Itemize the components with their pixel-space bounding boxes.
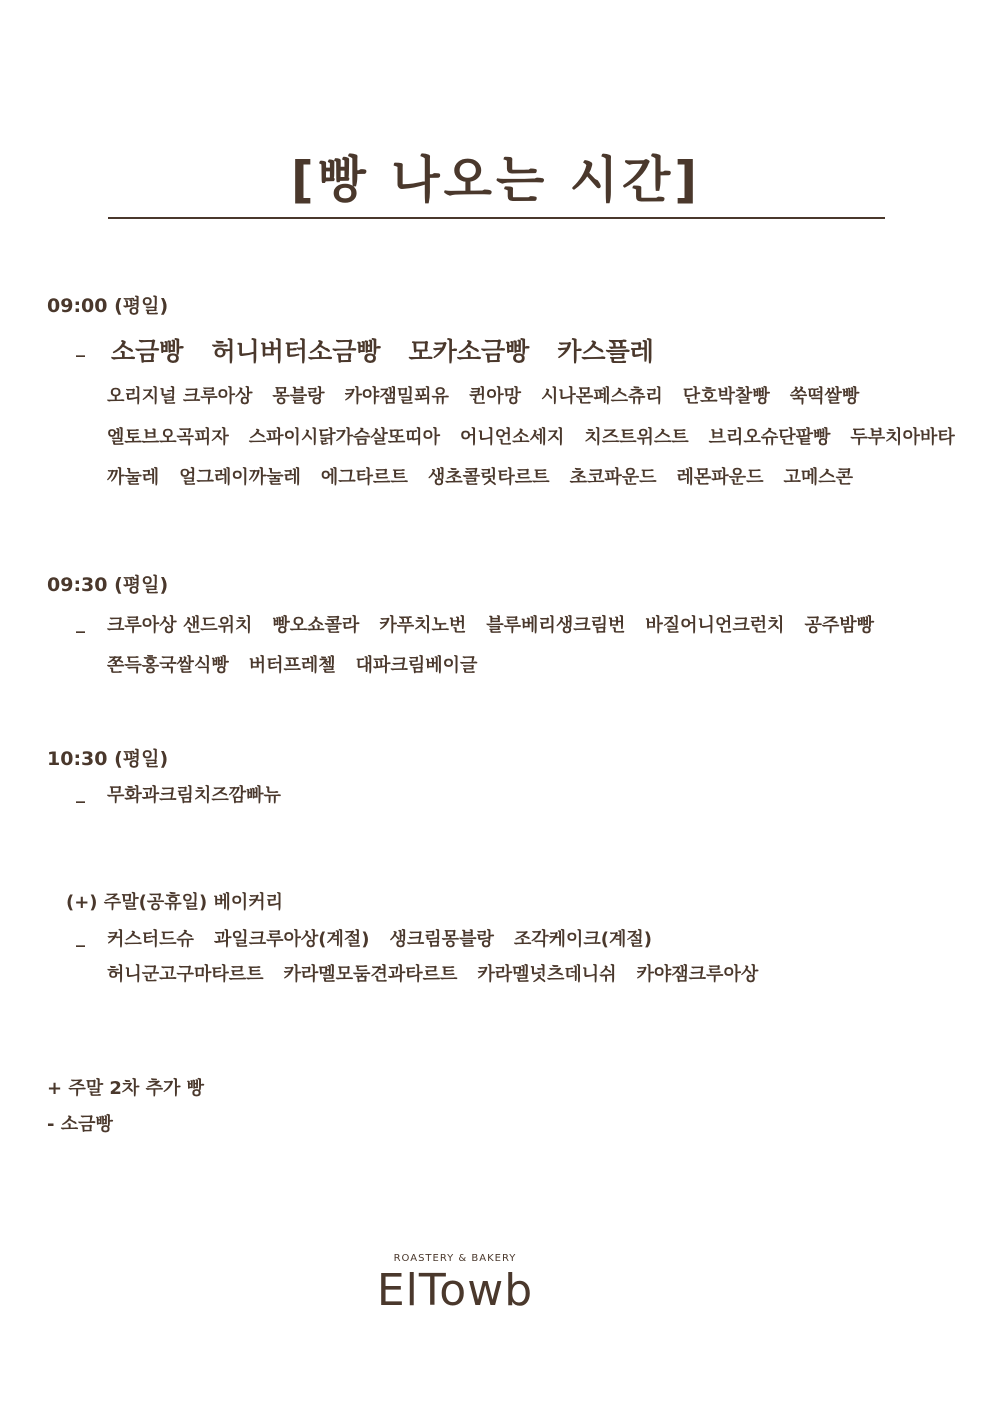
section-time-1030: 10:30 (평일) [47,748,169,770]
bread-item: 블루베리생크림번 [486,615,626,636]
bread-item: 단호박찰빵 [682,386,770,407]
bread-item: 얼그레이까눌레 [179,467,301,488]
bread-row [107,423,975,449]
bread-item: 오리지널 크루아상 [107,386,253,407]
bread-row [107,781,301,807]
section-dash: _ [76,927,85,948]
bread-item: 허니군고구마타르트 [107,964,264,985]
bread-item: 카야잼밀푀유 [344,386,449,407]
bread-row [107,651,497,677]
bread-item: 생크림몽블랑 [389,929,494,950]
bread-item: 브리오슈단팥빵 [708,427,831,448]
bread-item: 소금빵 [111,337,184,366]
section-weekend: (+) 주말(공휴일) 베이커리 [66,892,284,913]
bread-item: 쫀득홍국쌀식빵 [107,655,229,676]
bread-item: 과일크루아상(계절) [213,929,370,950]
bread-row [107,382,879,408]
bread-item: 어니언소세지 [460,427,565,448]
bread-item: 카푸치노번 [379,615,467,636]
bread-item: 퀸아망 [468,386,522,407]
bread-item: 조각케이크(계절) [513,929,653,950]
extra-item: - 소금빵 [47,1114,113,1135]
bread-item: 크루아상 샌드위치 [107,615,253,636]
bread-item: 빵오쇼콜라 [272,615,360,636]
bread-item: 허니버터소금빵 [211,337,381,366]
bread-item: 엘토브오곡피자 [107,427,229,448]
bread-item: 카라멜모둠견과타르트 [283,964,458,985]
bread-item: 카라멜넛츠데니쉬 [477,964,617,985]
bread-item: 카스플레 [557,337,654,366]
bread-item: 에그타르트 [320,467,408,488]
section-time-0930: 09:30 (평일) [47,574,169,596]
bread-item: 스파이시닭가슴살또띠아 [248,427,440,448]
bread-row [107,611,894,637]
bread-item: 모카소금빵 [408,337,530,366]
extra-heading: + 주말 2차 추가 빵 [47,1078,205,1099]
bread-item: 치즈트위스트 [584,427,689,448]
bread-item: 두부치아바타 [850,427,955,448]
bread-item: 공주밤빵 [804,615,875,636]
bread-item: 무화과크림치즈깜빠뉴 [107,785,281,806]
brand-logo [360,1253,550,1316]
logo-subtitle: ROASTERY & BAKERY [393,1253,517,1264]
section-time-0900: 09:00 (평일) [47,295,169,317]
bread-row [107,463,873,489]
bread-item: 고메스콘 [783,467,854,488]
bread-item: 까눌레 [107,467,160,488]
bread-item: 커스터드슈 [107,929,194,950]
bread-row [107,925,672,951]
page-title: [빵 나오는 시간] [290,151,702,209]
bread-item: 생초콜릿타르트 [427,467,550,488]
bread-item: 버터프레첼 [248,655,336,676]
bread-item: 대파크림베이글 [355,655,478,676]
bread-item: 카야잼크루아상 [636,964,759,985]
title-divider [108,217,885,219]
bread-item: 초코파운드 [569,467,657,488]
bread-item: 몽블랑 [272,386,325,407]
bread-item: 바질어니언크런치 [645,615,785,636]
bread-row [107,960,778,986]
section-dash: _ [76,783,85,804]
bread-item: 레몬파운드 [676,467,764,488]
logo-name: ElTowb [376,1265,534,1316]
section-dash: _ [76,337,85,358]
bread-item: 쑥떡쌀빵 [789,386,860,407]
bread-item: 시나몬페스츄리 [541,386,663,407]
featured-bread-row [111,332,682,368]
section-dash: _ [76,613,85,634]
